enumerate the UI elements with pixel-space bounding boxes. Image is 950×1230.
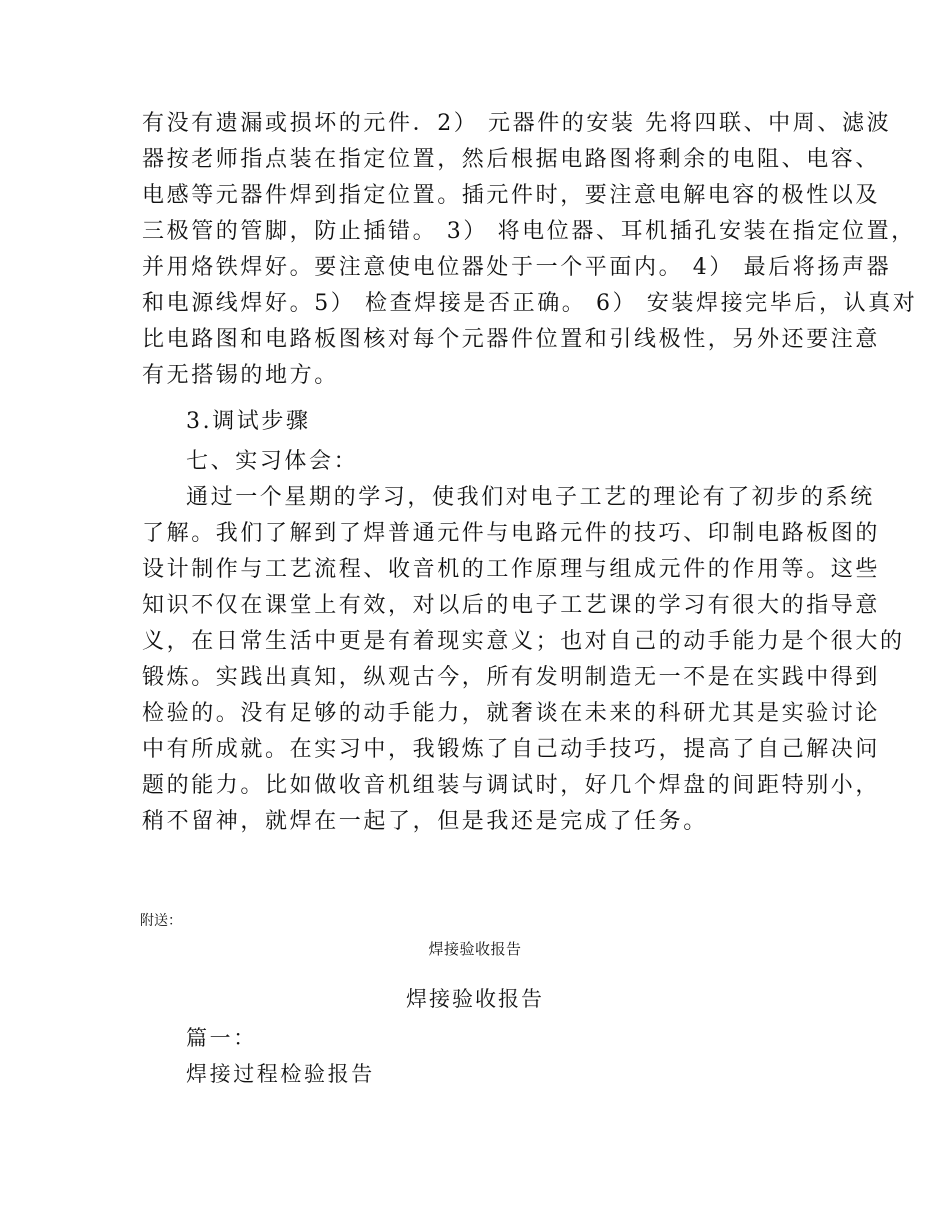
appendix-small-title: 焊接验收报告 bbox=[428, 940, 522, 958]
part-label: 篇一： bbox=[186, 1026, 257, 1050]
reflection-line-6: 锻炼。实践出真知，纵观古今，所有发明制造无一不是在实践中得到 bbox=[142, 665, 881, 690]
body-line-4: 三极管的管脚，防止插错。 3） 将电位器、耳机插孔安装在指定位置， bbox=[142, 219, 916, 244]
reflection-line-3: 设计制作与工艺流程、收音机的工作原理与组成元件的作用等。这些 bbox=[142, 557, 881, 582]
reflection-line-7: 检验的。没有足够的动手能力，就奢谈在未来的科研尤其是实验讨论 bbox=[142, 701, 881, 726]
step-heading: 3.调试步骤 bbox=[186, 409, 311, 434]
reflection-line-10: 稍不留神，就焊在一起了，但是我还是完成了任务。 bbox=[142, 809, 708, 834]
reflection-line-1: 通过一个星期的学习，使我们对电子工艺的理论有了初步的系统 bbox=[186, 485, 875, 510]
reflection-line-2: 了解。我们了解到了焊普通元件与电路元件的技巧、印制电路板图的 bbox=[142, 521, 881, 546]
appendix-label: 附送： bbox=[140, 913, 182, 929]
body-line-1: 有没有遗漏或损坏的元件．2） 元器件的安装 先将四联、中周、滤波 bbox=[142, 111, 892, 136]
section-heading: 七、实习体会： bbox=[186, 449, 359, 474]
body-line-2: 器按老师指点装在指定位置，然后根据电路图将剩余的电阻、电容、 bbox=[142, 147, 881, 172]
body-line-8: 有无搭锡的地方。 bbox=[142, 363, 339, 388]
body-line-7: 比电路图和电路板图核对每个元器件位置和引线极性，另外还要注意 bbox=[142, 327, 881, 352]
body-line-5: 并用烙铁焊好。要注意使电位器处于一个平面内。 4） 最后将扬声器 bbox=[142, 255, 892, 280]
body-line-3: 电感等元器件焊到指定位置。插元件时，要注意电解电容的极性以及 bbox=[142, 183, 881, 208]
reflection-line-5: 义，在日常生活中更是有着现实意义；也对自己的动手能力是个很大的 bbox=[142, 629, 905, 654]
body-line-6: 和电源线焊好。5） 检查焊接是否正确。 6） 安装焊接完毕后，认真对 bbox=[142, 291, 918, 316]
reflection-line-4: 知识不仅在课堂上有效，对以后的电子工艺课的学习有很大的指导意 bbox=[142, 593, 881, 618]
reflection-line-8: 中有所成就。在实习中，我锻炼了自己动手技巧，提高了自己解决问 bbox=[142, 737, 881, 762]
report-title: 焊接验收报告 bbox=[406, 987, 544, 1011]
reflection-line-9: 题的能力。比如做收音机组装与调试时，好几个焊盘的间距特别小， bbox=[142, 773, 881, 798]
report-subtitle: 焊接过程检验报告 bbox=[186, 1062, 375, 1086]
